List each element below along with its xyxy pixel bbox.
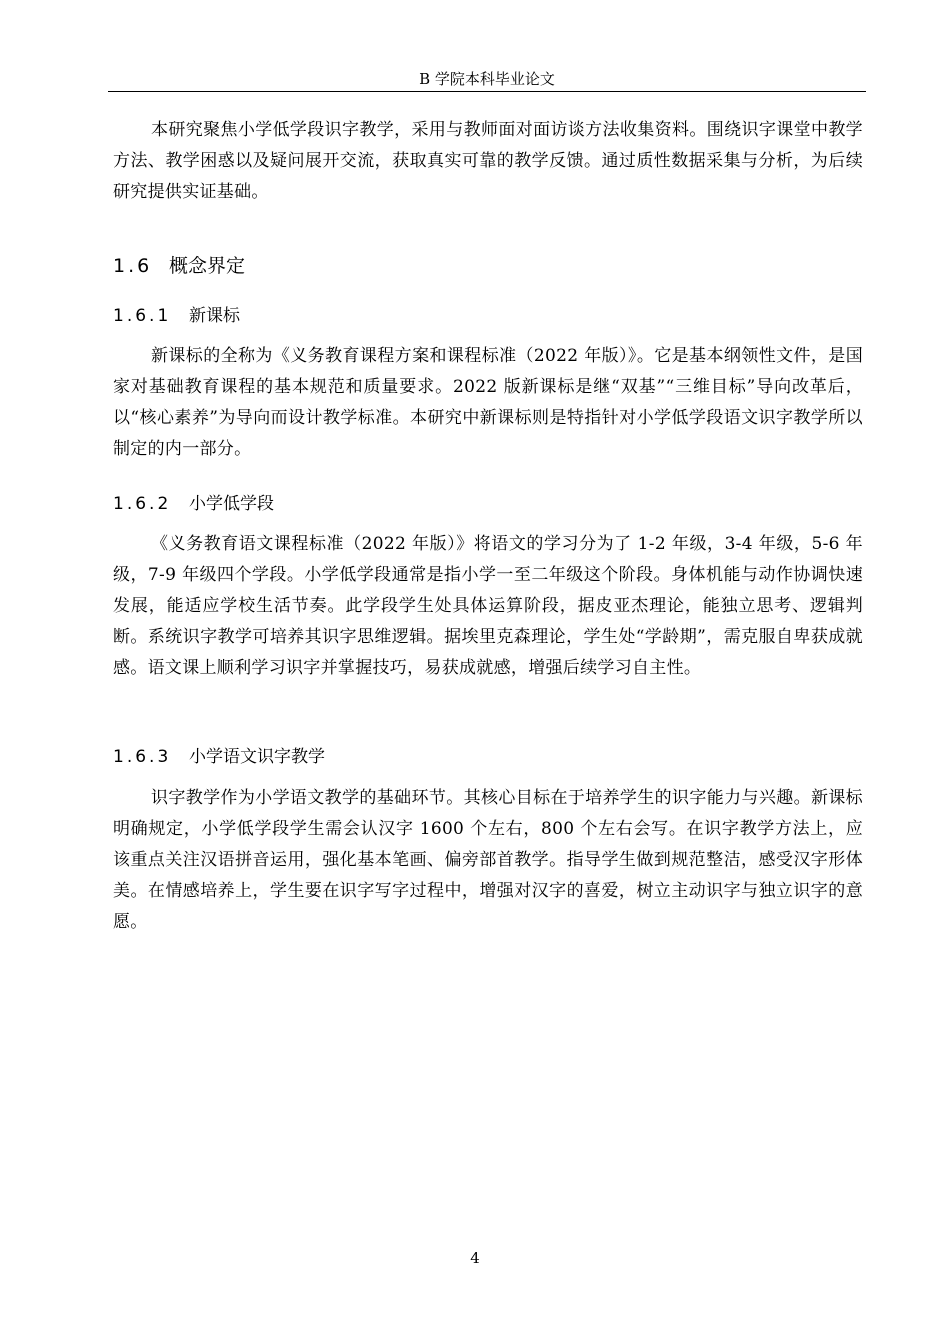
page-number: 4 bbox=[470, 1249, 480, 1267]
subsection-heading-3 bbox=[113, 746, 325, 768]
subsection-title: 新课标 bbox=[189, 306, 240, 326]
subsection-title: 小学低学段 bbox=[189, 494, 274, 514]
section-title: 概念界定 bbox=[169, 255, 246, 277]
intro-paragraph: 本研究聚焦小学低学段识字教学，采用与教师面对面访谈方法收集资料。围绕识字课堂中教学方法、教学困惑以及疑问展开交流，获取真实可靠的教学反馈。通过质性数据采集与分析，为后续研究提供实证基础。 bbox=[113, 120, 863, 202]
subsection-1-body: 新课标的全称为《义务教育课程方案和课程标准（2022 年版）》。它是基本纲领性文件，是国家对基础教育课程的基本规范和质量要求。2022 版新课标是继“双基”“三维目标”导向改革后，以“核心素养”为导向而设计教学标准。本研究中新课标则是特指针对小学低学段语文识字教学所以制定的内一部分。 bbox=[113, 346, 863, 459]
subsection-number: 1.6.2 bbox=[113, 494, 172, 514]
subsection-2-body: 《义务教育语文课程标准（2022 年版）》将语文的学习分为了 1-2 年级，3-4 年级，5-6 年级，7-9 年级四个学段。小学低学段通常是指小学一至二年级这个阶段。身体机能与动作协调快速发展，能适应学校生活节奏。此学段学生处具体运算阶段，据皮亚杰理论，能独立思考、逻辑判断。系统识字教学可培养其识字思维逻辑。据埃里克森理论，学生处“学龄期”，需克服自卑获成就感。语文课上顺利学习识字并掌握技巧，易获成就感，增强后续学习自主性。 bbox=[113, 534, 863, 678]
header-rule bbox=[108, 91, 866, 92]
subsection-3-body: 识字教学作为小学语文教学的基础环节。其核心目标在于培养学生的识字能力与兴趣。新课标明确规定，小学低学段学生需会认汉字 1600 个左右，800 个左右会写。在识字教学方法上，应该重点关注汉语拼音运用，强化基本笔画、偏旁部首教学。指导学生做到规范整洁，感受汉字形体美。在情感培养上，学生要在识字写字过程中，增强对汉字的喜爱，树立主动识字与独立识字的意愿。 bbox=[113, 788, 863, 932]
subsection-heading-2 bbox=[113, 493, 274, 515]
running-header: B 学院本科毕业论文 bbox=[419, 70, 555, 88]
section-heading bbox=[113, 254, 245, 278]
section-number: 1.6 bbox=[113, 255, 153, 277]
subsection-number: 1.6.3 bbox=[113, 747, 172, 767]
subsection-title: 小学语文识字教学 bbox=[189, 747, 325, 767]
subsection-heading-1 bbox=[113, 305, 240, 327]
subsection-number: 1.6.1 bbox=[113, 306, 172, 326]
